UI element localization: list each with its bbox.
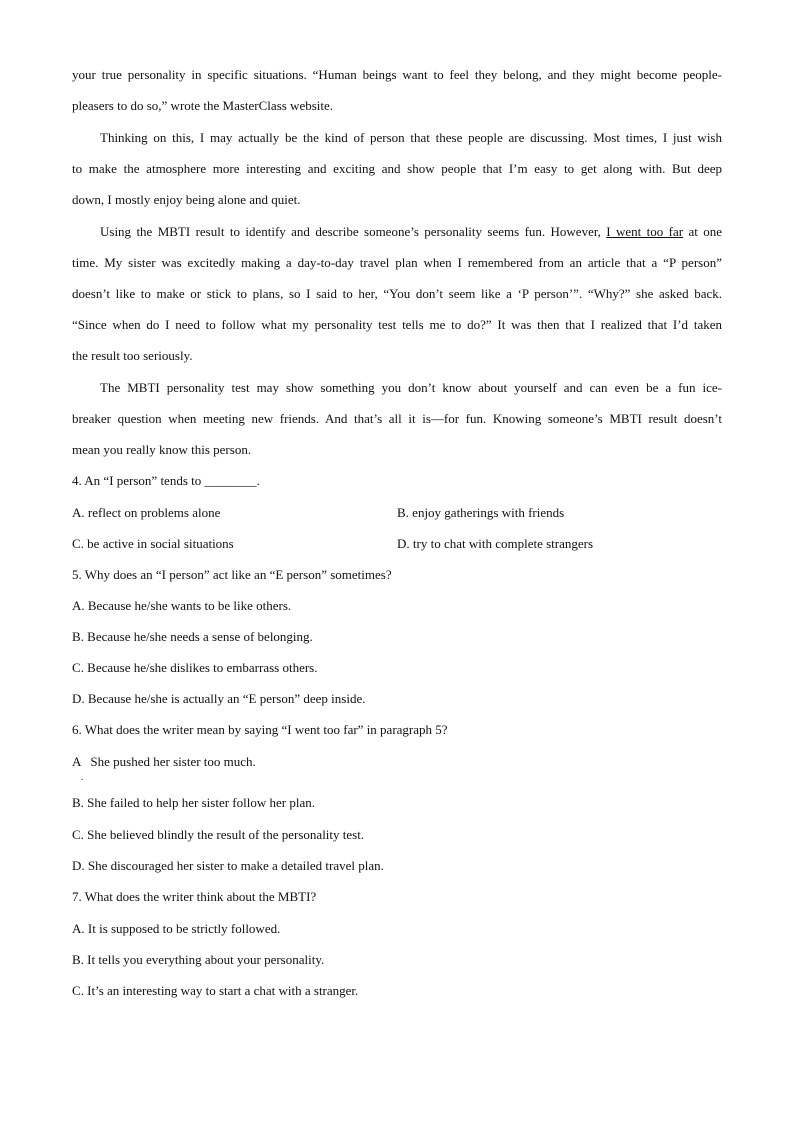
passage-line: mean you really know this person. — [72, 442, 252, 457]
option-b: B. It tells you everything about your personality. — [72, 952, 325, 967]
passage-line: down, I mostly enjoy being alone and quiet. — [72, 192, 301, 207]
option-a: A. It is supposed to be strictly followed. — [72, 921, 281, 936]
option-c: C. It’s an interesting way to start a chat with a stranger. — [72, 983, 359, 998]
passage-line: to make the atmosphere more interesting and exciting and show people that I’m easy to get along with. But deep — [72, 161, 722, 176]
passage-text: Using the MBTI result to identify and describe someone’s personality seems fun. However, — [100, 224, 607, 239]
passage-line — [100, 224, 722, 240]
question-stem: 6. What does the writer mean by saying “I went too far” in paragraph 5? — [72, 722, 448, 737]
option-c: C. be active in social situations — [72, 536, 234, 551]
option-a: A. Because he/she wants to be like others. — [72, 598, 292, 613]
passage-line: your true personality in specific situations. “Human beings want to feel they belong, and they might become people- — [72, 67, 722, 82]
question-stem: 4. An “I person” tends to ________. — [72, 473, 260, 488]
option-b: B. She failed to help her sister follow her plan. — [72, 795, 315, 810]
passage-line: The MBTI personality test may show something you don’t know about yourself and can even be a fun ice- — [100, 380, 722, 395]
passage-text: at one — [683, 224, 723, 239]
option-a: A She pushed her sister too much. — [72, 754, 256, 769]
option-b: B. enjoy gatherings with friends — [397, 505, 565, 520]
passage-line: Thinking on this, I may actually be the kind of person that these people are discussing. Most times, I just wish — [100, 130, 722, 145]
option-b: B. Because he/she needs a sense of belonging. — [72, 629, 313, 644]
option-a: A. reflect on problems alone — [72, 505, 221, 520]
question-stem: 5. Why does an “I person” act like an “E person” sometimes? — [72, 567, 392, 582]
option-c: C. Because he/she dislikes to embarrass others. — [72, 660, 318, 675]
passage-line: pleasers to do so,” wrote the MasterClass website. — [72, 98, 334, 113]
passage-line: doesn’t like to make or stick to plans, so I said to her, “You don’t seem like a ‘P person’”. “Why?” she asked back. — [72, 286, 722, 301]
passage-line: time. My sister was excitedly making a day-to-day travel plan when I remembered from an article that a “P person” — [72, 255, 722, 270]
option-d: D. Because he/she is actually an “E person” deep inside. — [72, 691, 366, 706]
option-a-dot: . — [81, 772, 84, 782]
option-d: D. She discouraged her sister to make a detailed travel plan. — [72, 858, 384, 873]
underlined-phrase: I went too far — [606, 224, 684, 239]
question-stem: 7. What does the writer think about the MBTI? — [72, 889, 317, 904]
passage-line: the result too seriously. — [72, 348, 193, 363]
option-c: C. She believed blindly the result of the personality test. — [72, 827, 365, 842]
passage-line: “Since when do I need to follow what my personality test tells me to do?” It was then that I realized that I’d taken — [72, 317, 722, 332]
option-d: D. try to chat with complete strangers — [397, 536, 594, 551]
passage-line: breaker question when meeting new friends. And that’s all it is—for fun. Knowing someone’s MBTI result doesn’t — [72, 411, 722, 426]
